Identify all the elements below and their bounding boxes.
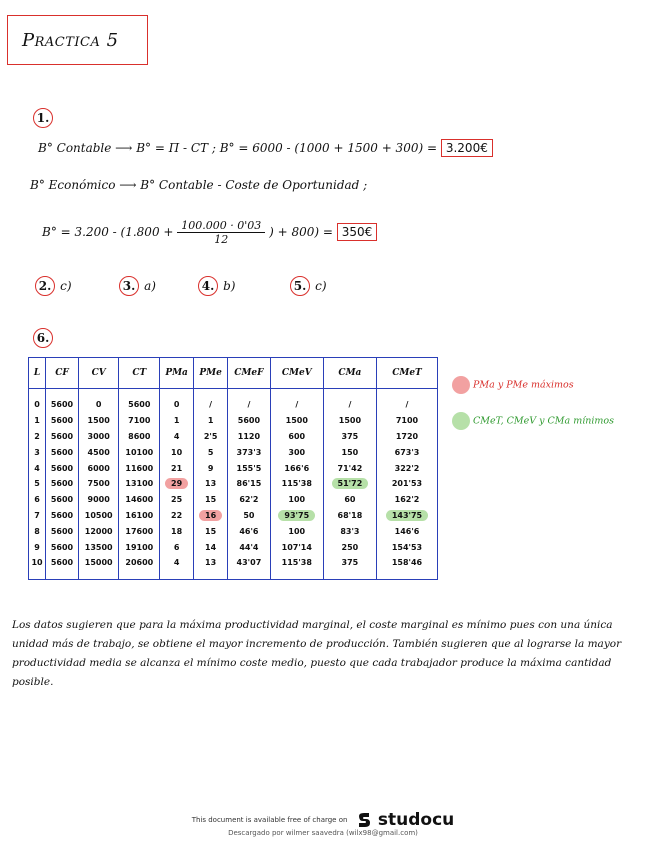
table-cell: / — [228, 389, 271, 413]
answer-4: 4. b) — [198, 275, 235, 296]
table-cell: 1500 — [270, 413, 323, 429]
table-cell: 43'07 — [228, 555, 271, 579]
table-row — [29, 539, 438, 555]
table-cell: 115'38 — [270, 476, 323, 492]
table-cell: 4500 — [78, 444, 119, 460]
table-cell: 1 — [29, 413, 46, 429]
table-cell: 10500 — [78, 508, 119, 524]
conclusion-paragraph: Los datos sugieren que para la máxima productividad marginal, el coste marginal es mínimo pues con una única unidad más de trabajo, se obtiene el mayor incremento de producción. También sugieren que al lograrse la mayor productividad media se alcanza el mínimo coste medio, puesto que cada trabajador produce la máxima cantidad posible. — [12, 619, 622, 688]
table-cell: 162'2 — [376, 492, 437, 508]
table-header: PMe — [194, 358, 228, 389]
table-cell: 201'53 — [376, 476, 437, 492]
table-cell: 50 — [228, 508, 271, 524]
table-cell: 10 — [29, 555, 46, 579]
table-cell: 4 — [160, 429, 194, 445]
table-cell: 0 — [78, 389, 119, 413]
footer-availability: This document is available free of charge on studocu — [191, 810, 455, 830]
table-cell: 150 — [323, 444, 376, 460]
table-cell: 5600 — [46, 429, 79, 445]
table-cell: 15 — [194, 492, 228, 508]
table-cell: 107'14 — [270, 539, 323, 555]
table-cell: 13500 — [78, 539, 119, 555]
table-row — [29, 555, 438, 579]
table-cell: 21 — [160, 460, 194, 476]
table-cell: 7100 — [119, 413, 160, 429]
table-header: CMeV — [270, 358, 323, 389]
table-cell: 1720 — [376, 429, 437, 445]
answer-2: 2. c) — [35, 275, 72, 296]
table-row — [29, 429, 438, 445]
table-cell: 60 — [323, 492, 376, 508]
table-cell: 29 — [160, 476, 194, 492]
studocu-logo-icon — [356, 812, 372, 828]
answer-3: 3. a) — [119, 275, 156, 296]
table-cell: 8 — [29, 523, 46, 539]
table-cell: 2 — [29, 429, 46, 445]
table-cell: 5 — [29, 476, 46, 492]
table-cell: / — [194, 389, 228, 413]
table-cell: 6000 — [78, 460, 119, 476]
table-cell: / — [323, 389, 376, 413]
table-cell: 15000 — [78, 555, 119, 579]
table-cell: 12000 — [78, 523, 119, 539]
table-cell: 10 — [160, 444, 194, 460]
table-cell: 1 — [194, 413, 228, 429]
table-cell: 300 — [270, 444, 323, 460]
table-cell: 13 — [194, 555, 228, 579]
table-cell: 6 — [29, 492, 46, 508]
table-cell: 4 — [160, 555, 194, 579]
table-cell: 13 — [194, 476, 228, 492]
ex1-result-2: 350€ — [337, 223, 378, 241]
table-cell: 100 — [270, 492, 323, 508]
table-cell: 62'2 — [228, 492, 271, 508]
table-cell: 46'6 — [228, 523, 271, 539]
table-cell: 10100 — [119, 444, 160, 460]
legend-red: PMa y PMe máximos — [452, 376, 574, 394]
table-header: CMa — [323, 358, 376, 389]
table-cell: 11600 — [119, 460, 160, 476]
table-cell: 5 — [194, 444, 228, 460]
exercise-1-number: 1. — [33, 107, 53, 128]
table-cell: 17600 — [119, 523, 160, 539]
table-row — [29, 476, 438, 492]
table-header: CV — [78, 358, 119, 389]
table-cell: 3000 — [78, 429, 119, 445]
table-cell: 5600 — [46, 539, 79, 555]
ex1-fraction: $\frac{100.000 \cdot 0'03}{12}$ — [177, 219, 265, 246]
table-row — [29, 460, 438, 476]
table-cell: 5600 — [46, 508, 79, 524]
table-cell: 7500 — [78, 476, 119, 492]
table-cell: 14 — [194, 539, 228, 555]
table-cell: 155'5 — [228, 460, 271, 476]
table-cell: 20600 — [119, 555, 160, 579]
table-cell: 9 — [29, 539, 46, 555]
table-cell: 2'5 — [194, 429, 228, 445]
footer-download: Descargado por wilmer saavedra (wilx98@gmail.com) — [228, 829, 418, 837]
ex1-economic-profit-definition: B° Económico ⟶ B° Contable - Coste de Oportunidad ; — [30, 178, 368, 192]
table-cell: 44'4 — [228, 539, 271, 555]
table-cell: 375 — [323, 429, 376, 445]
table-cell: 5600 — [119, 389, 160, 413]
legend-red-dot — [452, 376, 470, 394]
table-cell: 5600 — [46, 413, 79, 429]
table-cell: 146'6 — [376, 523, 437, 539]
table-cell: 5600 — [46, 444, 79, 460]
table-cell: 1120 — [228, 429, 271, 445]
table-header: CF — [46, 358, 79, 389]
table-cell: 5600 — [46, 389, 79, 413]
table-cell: 25 — [160, 492, 194, 508]
ex1-accounting-profit: B° Contable ⟶ B° = Π - CT ; B° = 6000 - (1000 + 1500 + 300) = 3.200€ — [38, 141, 493, 155]
cost-table — [28, 357, 438, 580]
table-cell: 15 — [194, 523, 228, 539]
table-cell: 1500 — [78, 413, 119, 429]
table-cell: 100 — [270, 523, 323, 539]
table-cell: 8600 — [119, 429, 160, 445]
table-cell: 373'3 — [228, 444, 271, 460]
table-cell: 16 — [194, 508, 228, 524]
table-cell: 16100 — [119, 508, 160, 524]
ex1-economic-profit: B° = 3.200 - (1.800 + $\frac{100.000 \cdot 0'03}{12}$ ) + 800) = 350€ — [42, 219, 377, 246]
table-cell: 9 — [194, 460, 228, 476]
table-cell: 5600 — [46, 476, 79, 492]
table-cell: 14600 — [119, 492, 160, 508]
table-cell: 166'6 — [270, 460, 323, 476]
table-row — [29, 389, 438, 413]
table-header: CT — [119, 358, 160, 389]
table-cell: 5600 — [46, 523, 79, 539]
table-cell: 9000 — [78, 492, 119, 508]
table-cell: 86'15 — [228, 476, 271, 492]
exercise-6-number: 6. — [33, 327, 53, 348]
table-cell: 83'3 — [323, 523, 376, 539]
table-row — [29, 508, 438, 524]
table-header-row — [29, 358, 438, 389]
page-title: Practica 5 — [7, 15, 148, 65]
table-cell: 154'53 — [376, 539, 437, 555]
table-header: CMeT — [376, 358, 437, 389]
table-cell: 375 — [323, 555, 376, 579]
table-header: CMeF — [228, 358, 271, 389]
table-cell: 5600 — [46, 460, 79, 476]
studocu-brand: studocu — [377, 810, 455, 830]
answer-5: 5. c) — [290, 275, 327, 296]
table-cell: 19100 — [119, 539, 160, 555]
table-cell: 3 — [29, 444, 46, 460]
table-header: L — [29, 358, 46, 389]
table-cell: 5600 — [46, 555, 79, 579]
table-cell: 22 — [160, 508, 194, 524]
table-cell: / — [270, 389, 323, 413]
table-cell: 7 — [29, 508, 46, 524]
table-cell: 7100 — [376, 413, 437, 429]
table-row — [29, 492, 438, 508]
table-cell: 143'75 — [376, 508, 437, 524]
ex1-result-1: 3.200€ — [441, 139, 493, 157]
table-cell: / — [376, 389, 437, 413]
table-row — [29, 413, 438, 429]
table-cell: 18 — [160, 523, 194, 539]
table-cell: 250 — [323, 539, 376, 555]
legend-green-dot — [452, 412, 470, 430]
table-cell: 71'42 — [323, 460, 376, 476]
table-header: PMa — [160, 358, 194, 389]
table-cell: 115'38 — [270, 555, 323, 579]
table-cell: 322'2 — [376, 460, 437, 476]
table-cell: 68'18 — [323, 508, 376, 524]
table-cell: 93'75 — [270, 508, 323, 524]
table-cell: 1 — [160, 413, 194, 429]
legend-green: CMeT, CMeV y CMa mínimos — [452, 412, 614, 430]
table-cell: 0 — [29, 389, 46, 413]
table-cell: 673'3 — [376, 444, 437, 460]
table-cell: 0 — [160, 389, 194, 413]
table-cell: 13100 — [119, 476, 160, 492]
table-cell: 1500 — [323, 413, 376, 429]
table-cell: 158'46 — [376, 555, 437, 579]
table-cell: 51'72 — [323, 476, 376, 492]
table-cell: 600 — [270, 429, 323, 445]
table-row — [29, 523, 438, 539]
table-cell: 5600 — [46, 492, 79, 508]
table-row — [29, 444, 438, 460]
table-cell: 4 — [29, 460, 46, 476]
table-cell: 6 — [160, 539, 194, 555]
table-cell: 5600 — [228, 413, 271, 429]
